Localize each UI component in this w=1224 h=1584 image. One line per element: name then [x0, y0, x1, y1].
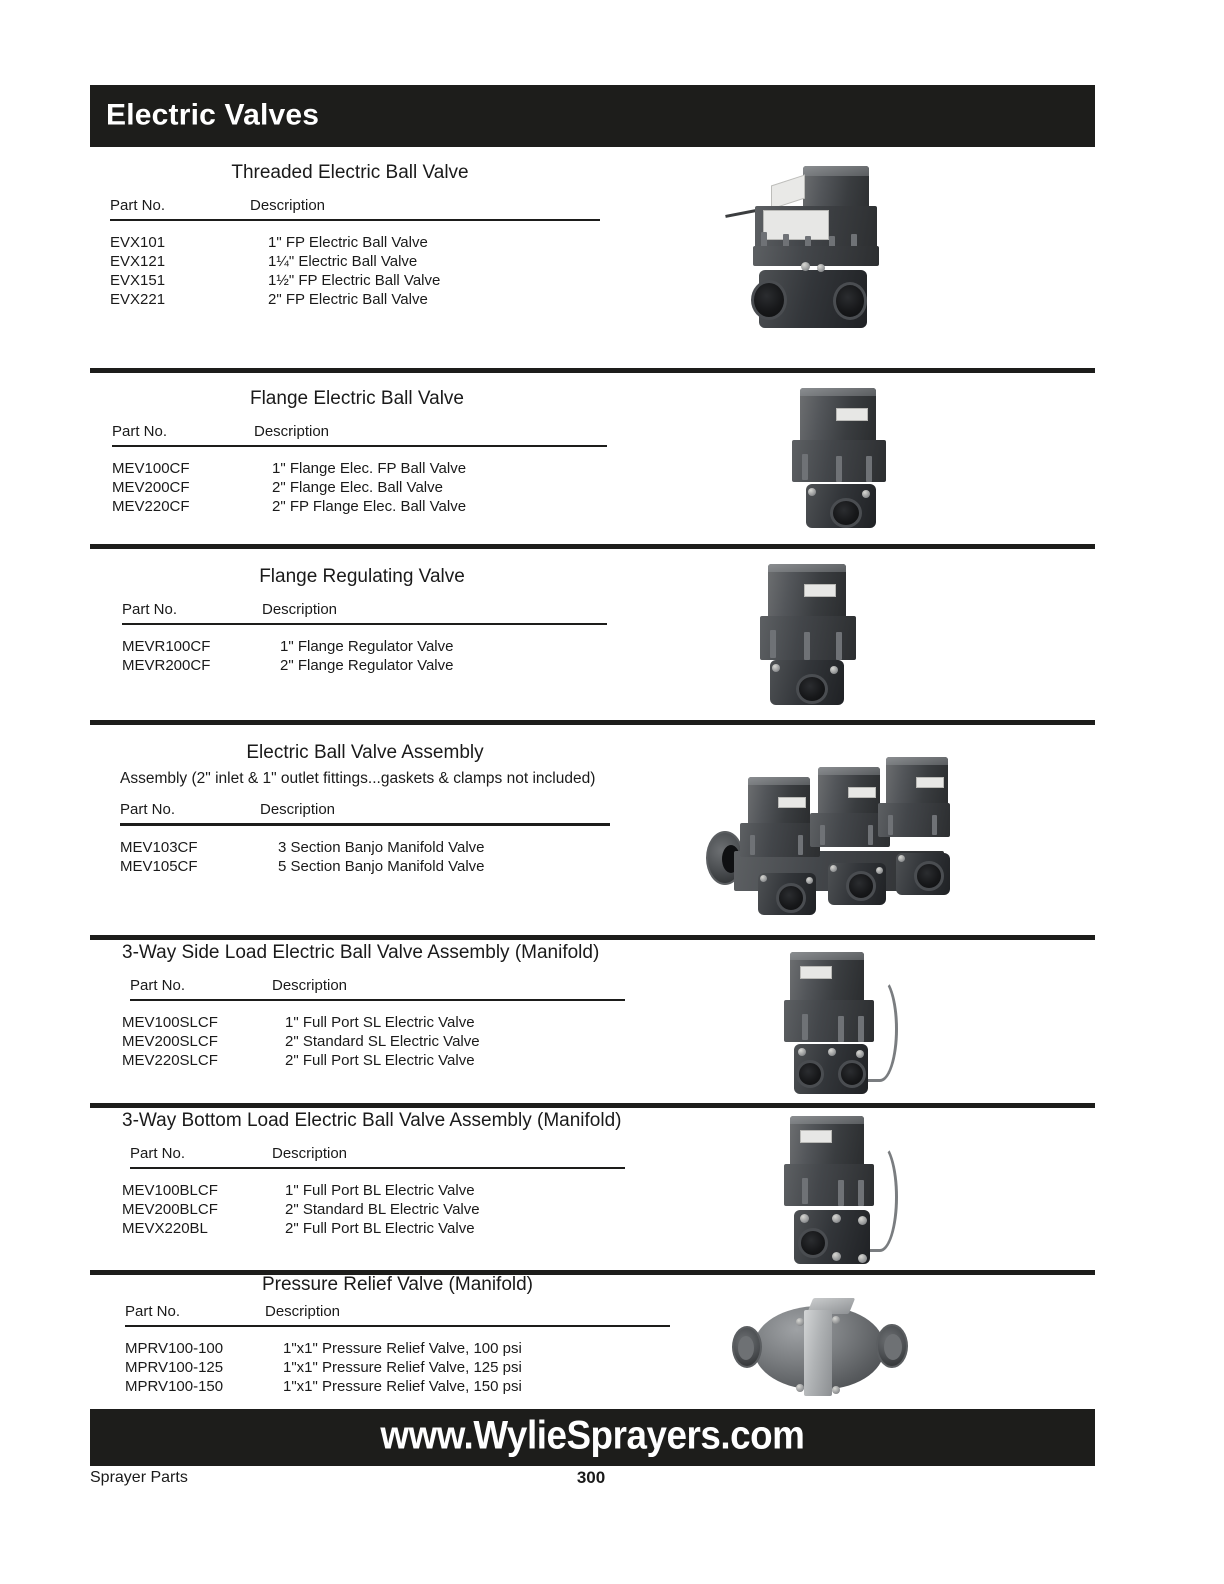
- table-row: [110, 233, 440, 252]
- cell-description: 5 Section Banjo Manifold Valve: [278, 857, 485, 875]
- cell-description: 1½" FP Electric Ball Valve: [268, 272, 441, 290]
- cell-part-no: MEV220SLCF: [122, 1052, 218, 1070]
- section-title: 3-Way Bottom Load Electric Ball Valve Assembly (Manifold): [122, 1110, 622, 1131]
- section-subtitle: Assembly (2" inlet & 1" outlet fittings...gaskets & clamps not included): [120, 769, 596, 787]
- cell-part-no: MPRV100-150: [125, 1378, 224, 1396]
- cell-description: 2" Flange Regulator Valve: [280, 657, 454, 675]
- parts-table: [112, 459, 466, 516]
- column-header-part-no: Part No.: [130, 976, 186, 994]
- cell-description: 3 Section Banjo Manifold Valve: [278, 838, 485, 856]
- cell-part-no: MEV200CF: [112, 479, 190, 497]
- cell-part-no: MEV200BLCF: [122, 1201, 218, 1219]
- section-title: Electric Ball Valve Assembly: [246, 742, 484, 763]
- table-row: [112, 478, 466, 497]
- table-row: [112, 497, 466, 516]
- cell-description: 1" Flange Elec. FP Ball Valve: [272, 460, 467, 478]
- section-divider: [90, 720, 1095, 725]
- parts-table: [122, 1013, 480, 1070]
- section-divider: [90, 1103, 1095, 1108]
- cell-part-no: EVX151: [110, 272, 166, 290]
- cell-description: 2" Full Port BL Electric Valve: [285, 1220, 475, 1238]
- column-header-description: Description: [260, 801, 336, 819]
- page-header-bar: [90, 85, 1095, 147]
- cell-description: 2" Full Port SL Electric Valve: [285, 1052, 475, 1070]
- table-row: [112, 459, 466, 478]
- table-row: [122, 1013, 480, 1032]
- footer-url-bar: [90, 1409, 1095, 1466]
- cell-description: 1" FP Electric Ball Valve: [268, 234, 428, 252]
- three-way-side-load-valve-photo: [780, 948, 910, 1096]
- cell-description: 1"x1" Pressure Relief Valve, 100 psi: [283, 1340, 522, 1358]
- table-row: [122, 1032, 480, 1051]
- column-header-description: Description: [265, 1302, 341, 1320]
- section-electric-ball-valve-assembly: [120, 742, 740, 876]
- table-row: [122, 1200, 480, 1219]
- threaded-electric-ball-valve-photo: [725, 158, 905, 336]
- footer-category-label: Sprayer Parts: [90, 1469, 188, 1486]
- section-title: Flange Electric Ball Valve: [249, 388, 465, 409]
- section-three-way-bottom-load: [122, 1110, 772, 1238]
- column-header-description: Description: [254, 422, 330, 440]
- table-row: [125, 1358, 522, 1377]
- cell-part-no: MEVX220BL: [122, 1220, 208, 1238]
- section-pressure-relief-valve: [125, 1274, 775, 1396]
- cell-part-no: MEV103CF: [120, 838, 198, 856]
- cell-description: 2" FP Electric Ball Valve: [268, 291, 428, 309]
- table-row: [110, 252, 440, 271]
- cell-description: 2" FP Flange Elec. Ball Valve: [272, 498, 467, 516]
- table-row: [110, 290, 440, 309]
- cell-description: 1"x1" Pressure Relief Valve, 125 psi: [283, 1359, 522, 1377]
- section-flange-regulating-valve: [122, 566, 722, 675]
- section-title: Flange Regulating Valve: [259, 566, 465, 587]
- cell-part-no: MEV100SLCF: [122, 1014, 218, 1032]
- parts-table: [122, 637, 453, 675]
- section-divider: [90, 368, 1095, 373]
- cell-part-no: EVX101: [110, 234, 166, 252]
- parts-table: [122, 1181, 480, 1238]
- cell-description: 2" Standard BL Electric Valve: [285, 1201, 480, 1219]
- cell-part-no: MPRV100-100: [125, 1340, 224, 1358]
- section-three-way-side-load: [122, 942, 772, 1070]
- column-header-part-no: Part No.: [125, 1302, 181, 1320]
- flange-regulating-valve-photo: [752, 560, 872, 705]
- page-title: Electric Valves: [106, 98, 320, 132]
- column-header-description: Description: [272, 976, 348, 994]
- footer-url: [90, 1413, 1095, 1458]
- table-row: [110, 271, 440, 290]
- column-header-description: Description: [250, 196, 326, 214]
- cell-part-no: MEV100BLCF: [122, 1182, 218, 1200]
- table-row: [120, 857, 485, 876]
- section-title: Pressure Relief Valve (Manifold): [261, 1274, 534, 1295]
- cell-part-no: MEV105CF: [120, 857, 198, 875]
- parts-table: [125, 1339, 522, 1396]
- table-row: [120, 838, 485, 857]
- cell-part-no: EVX121: [110, 253, 166, 271]
- cell-part-no: MEV100CF: [112, 460, 190, 478]
- cell-part-no: MEV220CF: [112, 498, 190, 516]
- cell-description: 1¼" Electric Ball Valve: [268, 253, 418, 271]
- table-row: [122, 1051, 480, 1070]
- column-header-part-no: Part No.: [120, 801, 176, 819]
- cell-part-no: MEVR200CF: [122, 657, 211, 675]
- electric-ball-valve-assembly-photo: [700, 735, 950, 915]
- table-row: [125, 1339, 522, 1358]
- section-title: Threaded Electric Ball Valve: [231, 162, 469, 183]
- footer-url-text: www.WylieSprayers.com: [380, 1413, 805, 1458]
- section-title: 3-Way Side Load Electric Ball Valve Assembly (Manifold): [122, 942, 600, 963]
- cell-part-no: EVX221: [110, 291, 166, 309]
- cell-part-no: MEVR100CF: [122, 638, 211, 656]
- cell-description: 1"x1" Pressure Relief Valve, 150 psi: [283, 1378, 522, 1396]
- column-header-description: Description: [262, 600, 338, 618]
- flange-electric-ball-valve-photo: [786, 386, 904, 528]
- table-row: [122, 637, 453, 656]
- section-divider: [90, 544, 1095, 549]
- cell-part-no: MPRV100-125: [125, 1359, 224, 1377]
- cell-description: 1" Flange Regulator Valve: [280, 638, 454, 656]
- cell-part-no: MEV200SLCF: [122, 1033, 218, 1051]
- table-row: [125, 1377, 522, 1396]
- three-way-bottom-load-valve-photo: [780, 1112, 910, 1264]
- parts-table: [120, 838, 485, 876]
- section-divider: [90, 935, 1095, 940]
- cell-description: 1" Full Port SL Electric Valve: [285, 1014, 475, 1032]
- column-header-part-no: Part No.: [130, 1144, 186, 1162]
- parts-table: [110, 233, 440, 309]
- column-header-description: Description: [272, 1144, 348, 1162]
- section-threaded-electric-ball-valve: [110, 162, 710, 309]
- column-header-part-no: Part No.: [110, 196, 166, 214]
- cell-description: 2" Standard SL Electric Valve: [285, 1033, 480, 1051]
- pressure-relief-valve-photo: [726, 1294, 912, 1404]
- cell-description: 1" Full Port BL Electric Valve: [285, 1182, 475, 1200]
- table-row: [122, 656, 453, 675]
- column-header-part-no: Part No.: [122, 600, 178, 618]
- cell-description: 2" Flange Elec. Ball Valve: [272, 479, 443, 497]
- page-number: 300: [576, 1468, 606, 1487]
- table-row: [122, 1219, 480, 1238]
- column-header-part-no: Part No.: [112, 422, 168, 440]
- section-flange-electric-ball-valve: [112, 388, 712, 516]
- table-row: [122, 1181, 480, 1200]
